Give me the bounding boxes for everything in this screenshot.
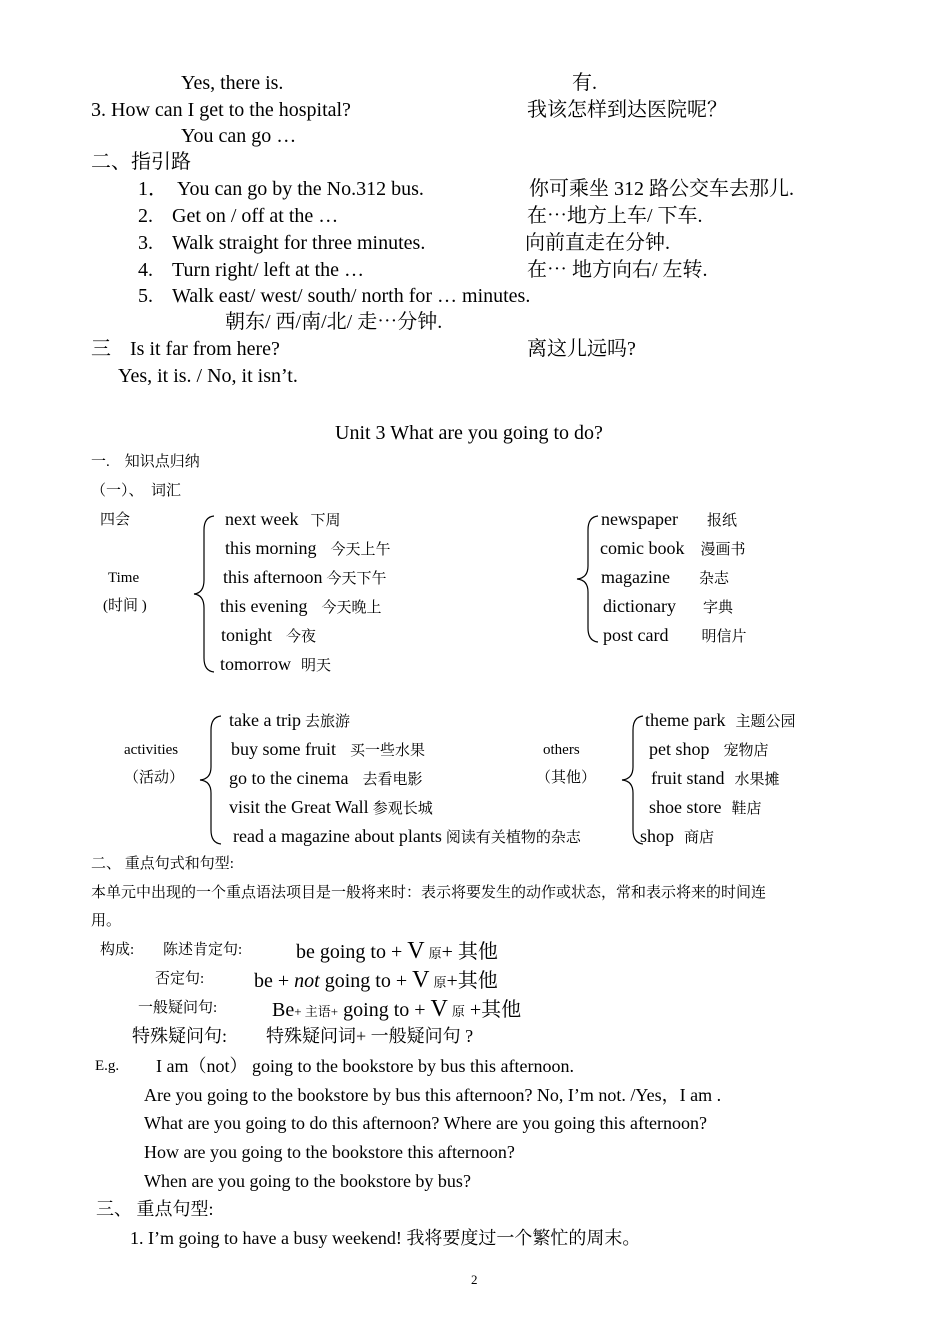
direction-en-1: You can go by the No.312 bus. xyxy=(177,178,424,200)
positive-formula: be going to + V 原+ 其他 xyxy=(296,938,498,964)
special-question-label: 特殊疑问句: xyxy=(132,1026,228,1046)
time-item-1: next week 下周 xyxy=(225,509,341,529)
far-question: Is it far from here? xyxy=(130,338,280,360)
example-label: E.g. xyxy=(95,1058,120,1074)
example-3: What are you going to do this afternoon? Where are you going this afternoon? xyxy=(144,1113,707,1133)
key-sentence-1: 1. I’m going to have a busy weekend! 我将要度过一个繁忙的周末。 xyxy=(130,1228,641,1248)
positive-label: 陈述肯定句: xyxy=(163,942,243,958)
example-1: I am（not） going to the bookstore by bus this afternoon. xyxy=(156,1056,574,1076)
reading-item-4: dictionary 字典 xyxy=(603,596,733,616)
direction-num-3: 3. xyxy=(138,232,153,254)
direction-cn-2: 在⋯地方上车/ 下车. xyxy=(527,205,703,227)
reading-item-1: newspaper 报纸 xyxy=(601,509,737,529)
direction-en-5: Walk east/ west/ south/ north for … minutes. xyxy=(172,285,531,307)
activities-label: activities xyxy=(124,742,179,758)
example-4: How are you going to the bookstore this afternoon? xyxy=(144,1142,515,1162)
directions-heading: 二、指引路 xyxy=(91,151,191,173)
direction-num-1: 1． xyxy=(138,178,168,200)
far-question-num: 三 xyxy=(91,338,111,360)
sihui-label: 四会 xyxy=(100,512,131,528)
special-question-formula: 特殊疑问词+ 一般疑问句 ? xyxy=(266,1026,474,1046)
direction-num-2: 2. xyxy=(138,205,153,227)
others-label-cn: （其他） xyxy=(536,770,597,786)
time-brace xyxy=(192,514,218,674)
activity-item-3: go to the cinema 去看电影 xyxy=(229,768,423,788)
direction-cn-3: 向前直走在分钟. xyxy=(525,232,670,254)
direction-num-4: 4. xyxy=(138,259,153,281)
activity-item-1: take a trip 去旅游 xyxy=(229,710,350,730)
time-label-cn: (时间 ) xyxy=(103,598,147,614)
answer-yes-cn: 有. xyxy=(572,72,597,94)
grammar-desc-line1: 本单元中出现的一个重点语法项目是一般将来时：表示将要发生的动作或状态，常和表示将来的时间连 xyxy=(91,885,767,901)
unit-title: Unit 3 What are you going to do? xyxy=(335,422,603,444)
question-hospital: 3. How can I get to the hospital? xyxy=(91,99,351,121)
reading-brace xyxy=(575,514,601,644)
direction-en-3: Walk straight for three minutes. xyxy=(172,232,426,254)
others-label: others xyxy=(543,742,580,758)
activity-item-5: read a magazine about plants 阅读有关植物的杂志 xyxy=(233,826,581,846)
negative-label: 否定句: xyxy=(155,971,205,987)
far-answer: Yes, it is. / No, it isn’t. xyxy=(118,365,298,387)
negative-formula: be + not going to + V 原+其他 xyxy=(254,967,498,993)
time-item-4: this evening 今天晚上 xyxy=(220,596,382,616)
section-knowledge-heading: 一. 知识点归纳 xyxy=(91,454,200,470)
direction-cn-1: 你可乘坐 312 路公交车去那儿. xyxy=(529,178,794,200)
direction-num-5: 5. xyxy=(138,285,153,307)
direction-cn-4: 在⋯ 地方向右/ 左转. xyxy=(527,259,708,281)
answer-you-can-go: You can go … xyxy=(181,125,297,147)
activities-label-cn: （活动） xyxy=(124,770,185,786)
other-item-5: shop 商店 xyxy=(640,826,715,846)
grammar-heading: 二、 重点句式和句型: xyxy=(91,856,234,872)
answer-yes-there-is: Yes, there is. xyxy=(181,72,284,94)
section-vocab-heading: （一）、 词汇 xyxy=(91,483,182,499)
time-item-6: tomorrow 明天 xyxy=(220,654,332,674)
other-item-1: theme park 主题公园 xyxy=(645,710,796,730)
far-question-cn: 离这儿远吗? xyxy=(527,338,636,360)
time-item-5: tonight 今夜 xyxy=(221,625,317,645)
reading-item-3: magazine 杂志 xyxy=(601,567,729,587)
page-number: 2 xyxy=(471,1272,478,1287)
key-sentences-heading: 三、 重点句型: xyxy=(96,1199,214,1219)
other-item-4: shoe store 鞋店 xyxy=(649,797,762,817)
question-hospital-cn: 我该怎样到达医院呢？ xyxy=(527,99,727,121)
form-label: 构成: xyxy=(100,942,135,958)
time-label: Time xyxy=(108,570,140,586)
reading-item-2: comic book 漫画书 xyxy=(600,538,746,558)
grammar-desc-line2: 用。 xyxy=(91,913,122,929)
activity-item-2: buy some fruit 买一些水果 xyxy=(231,739,426,759)
direction-en-2: Get on / off at the … xyxy=(172,205,339,227)
time-item-2: this morning 今天上午 xyxy=(225,538,391,558)
direction-cn-5: 朝东/ 西/南/北/ 走⋯分钟. xyxy=(225,311,443,333)
direction-en-4: Turn right/ left at the … xyxy=(172,259,365,281)
example-2: Are you going to the bookstore by bus this afternoon? No, I’m not. /Yes，I am . xyxy=(144,1085,722,1105)
activity-item-4: visit the Great Wall 参观长城 xyxy=(229,797,433,817)
question-label: 一般疑问句: xyxy=(138,1000,218,1016)
question-formula: Be+ 主语+ going to + V 原 +其他 xyxy=(272,996,522,1022)
other-item-3: fruit stand 水果摊 xyxy=(651,768,780,788)
example-5: When are you going to the bookstore by bus? xyxy=(144,1171,471,1191)
other-item-2: pet shop 宠物店 xyxy=(649,739,769,759)
activities-brace xyxy=(198,714,224,846)
time-item-3: this afternoon 今天下午 xyxy=(223,567,387,587)
reading-item-5: post card 明信片 xyxy=(603,625,747,645)
